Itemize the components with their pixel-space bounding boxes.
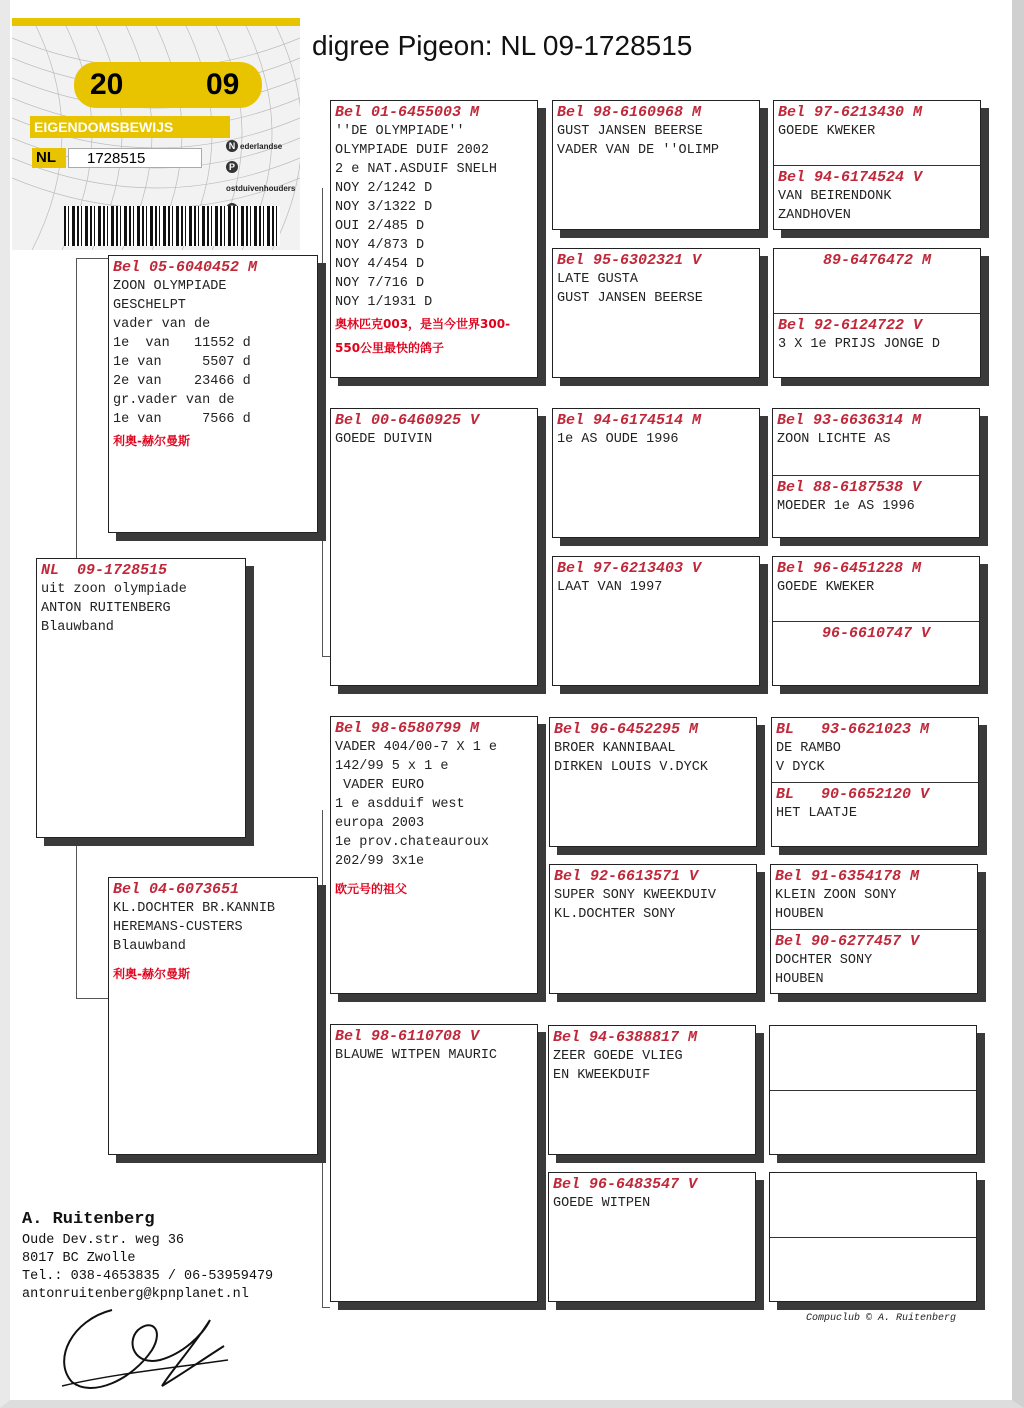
ring-number: Bel 94-6174514 M [557,412,702,429]
ring-top-strip [12,18,300,26]
pigeon-note-line: DIRKEN LOUIS V.DYCK [554,760,708,775]
pigeon-note-line: LATE GUSTA [557,272,639,287]
owner-address-line: Oude Dev.str. weg 36 [22,1233,185,1248]
ring-band-label: EIGENDOMSBEWIJS [30,116,230,138]
pedigree-box-fmf [552,408,760,538]
ring-number: Bel 96-6483547 V [553,1176,698,1193]
connector-line [318,344,323,345]
pedigree-half-top [770,1173,976,1237]
chinese-annotation: 利奥-赫尔曼斯 [113,967,190,981]
pigeon-note-line: NOY 3/1322 D [335,200,433,215]
pigeon-note-line: 1e AS OUDE 1996 [557,432,679,447]
pedigree-half-bottom [773,475,979,516]
ring-certificate [12,18,300,250]
ring-number: Bel 05-6040452 M [113,259,258,276]
ring-number: Bel 95-6302321 V [557,252,702,269]
chinese-annotation: 欧元号的祖父 [335,882,408,896]
pedigree-box-mm [330,1024,538,1302]
pedigree-box-ffm [552,248,760,378]
pigeon-note-line: HOUBEN [775,972,824,987]
pedigree-box-g2 [773,248,981,378]
pigeon-note-line: VADER VAN DE ''OLIMP [557,143,720,158]
ring-number: NL 09-1728515 [41,562,168,579]
ring-number: 89-6476472 M [778,252,932,269]
pedigree-box-subject [36,558,246,838]
ring-number: Bel 00-6460925 V [335,412,480,429]
pedigree-half-bottom [772,782,978,823]
chinese-annotation: 利奥-赫尔曼斯 [113,434,190,448]
page-title: digree Pigeon: NL 09-1728515 [312,30,693,61]
pigeon-note-line: DOCHTER SONY [775,953,873,968]
pigeon-note-line: LAAT VAN 1997 [557,580,663,595]
footer-credit: Compuclub © A. Ruitenberg [806,1313,957,1324]
org-p-letter: P [226,161,238,173]
pigeon-note-line: VADER EURO [335,778,425,793]
ring-number: BL 93-6621023 M [776,721,930,738]
pigeon-note-line: ANTON RUITENBERG [41,601,171,616]
ring-number: Bel 93-6636314 M [777,412,922,429]
connector-line [322,656,330,657]
pedigree-box-mff [549,717,757,847]
pigeon-note-line: 1e van 5507 d [113,355,251,370]
pedigree-box-fff [552,100,760,230]
pedigree-box-mmf [548,1025,756,1155]
pedigree-box-g1 [773,100,981,230]
pedigree-half-bottom [770,1090,976,1091]
pedigree-box-mf [330,716,538,994]
pigeon-note-line: KL.DOCHTER SONY [554,907,676,922]
ring-number: Bel 97-6213430 M [778,104,923,121]
pigeon-note-line: 1e prov.chateauroux [335,835,489,850]
ring-number: 96-6610747 V [777,625,931,642]
pigeon-note-line: uit zoon olympiade [41,582,187,597]
org-n-letter: N [226,140,238,152]
pigeon-note-line: 1e van 11552 d [113,336,251,351]
pigeon-note-line: GOEDE KWEKER [778,124,876,139]
pigeon-note-line: HEREMANS-CUSTERS [113,920,243,935]
pigeon-note-line: GOEDE DUIVIN [335,432,433,447]
handwritten-signature [52,1290,232,1400]
connector-line [322,1155,323,1307]
pigeon-note-line: VAN BEIRENDONK [778,189,892,204]
pigeon-note-line: NOY 1/1931 D [335,295,433,310]
pigeon-note-line: BROER KANNIBAAL [554,741,676,756]
pigeon-note-line: KLEIN ZOON SONY [775,888,897,903]
pigeon-note-line: GUST JANSEN BEERSE [557,291,703,306]
pigeon-note-line: DE RAMBO [776,741,841,756]
owner-phone: Tel.: 038-4653835 / 06-53959479 [22,1269,274,1284]
pedigree-box-fmm [552,556,760,686]
ring-number: Bel 98-6160968 M [557,104,702,121]
pedigree-half-bottom [774,165,980,225]
pedigree-half-bottom [774,313,980,354]
pedigree-half-top [772,718,978,782]
pigeon-note-line: ZOON LICHTE AS [777,432,891,447]
pedigree-half-bottom [773,621,979,643]
pedigree-box-mother [108,877,318,1155]
pigeon-note-line: NOY 2/1242 D [335,181,433,196]
pedigree-box-g3 [772,408,980,538]
ring-number: Bel 92-6613571 V [554,868,699,885]
pedigree-half-bottom [770,1237,976,1238]
pigeon-note-line: HOUBEN [775,907,824,922]
pedigree-box-g4 [772,556,980,686]
connector-line [76,258,108,259]
pigeon-note-line: GUST JANSEN BEERSE [557,124,703,139]
chinese-annotation: 奥林匹克003，是当今世界300- [335,317,511,331]
pedigree-half-top [774,249,980,313]
pedigree-box-mmm [548,1172,756,1302]
pigeon-note-line: ZEER GOEDE VLIEG [553,1049,683,1064]
pedigree-half-bottom [771,929,977,989]
owner-name: A. Ruitenberg [22,1210,155,1229]
connector-line [76,998,108,999]
pedigree-half-top [773,557,979,621]
pedigree-half-top [771,865,977,929]
pigeon-note-line: BLAUWE WITPEN MAURIC [335,1048,498,1063]
pedigree-box-mfm [549,864,757,994]
pedigree-box-g8 [769,1172,977,1302]
pigeon-note-line: ZANDHOVEN [778,208,851,223]
pigeon-note-line: V DYCK [776,760,825,775]
ring-number: Bel 96-6452295 M [554,721,699,738]
pedigree-box-g6 [770,864,978,994]
ring-number: Bel 96-6451228 M [777,560,922,577]
pigeon-note-line: NOY 4/454 D [335,257,425,272]
ring-number: Bel 01-6455003 M [335,104,480,121]
pigeon-note-line: europa 2003 [335,816,425,831]
connector-line [76,838,77,998]
pedigree-box-g5 [771,717,979,847]
ring-number: Bel 98-6580799 M [335,720,480,737]
pigeon-note-line: HET LAATJE [776,806,858,821]
pedigree-half-top [773,409,979,475]
pigeon-note-line: Blauwband [113,939,186,954]
ring-number: Bel 92-6124722 V [778,317,923,334]
owner-address-line: 8017 BC Zwolle [22,1251,136,1266]
pigeon-note-line: gr.vader van de [113,393,235,408]
pedigree-half-top [770,1026,976,1090]
pigeon-note-line: OUI 2/485 D [335,219,425,234]
chinese-annotation: 550公里最快的鸽子 [335,341,445,355]
ring-number: Bel 94-6174524 V [778,169,923,186]
pigeon-note-line: 2e van 23466 d [113,374,251,389]
ring-number: BL 90-6652120 V [776,786,930,803]
pedigree-box-ff [330,100,538,378]
pigeon-note-line: OLYMPIADE DUIF 2002 [335,143,489,158]
pigeon-note-line: NOY 4/873 D [335,238,425,253]
ring-year-badge [74,62,262,108]
org-line1: ederlandse [240,142,283,151]
pigeon-note-line: vader van de [113,317,211,332]
pigeon-note-line: 1e van 7566 d [113,412,251,427]
ring-number: Bel 94-6388817 M [553,1029,698,1046]
pigeon-note-line: ZOON OLYMPIADE [113,279,227,294]
ring-number: 1728515 [68,148,202,168]
pigeon-note-line: ''DE OLYMPIADE'' [335,124,465,139]
pigeon-note-line: GESCHELPT [113,298,186,313]
pedigree-box-fm [330,408,538,686]
owner-email: antonruitenberg@kpnplanet.nl [22,1287,249,1302]
pigeon-note-line: GOEDE WITPEN [553,1196,651,1211]
ring-year-left: 20 [90,68,124,101]
pigeon-note-line: 142/99 5 x 1 e [335,759,449,774]
pigeon-note-line: 1 e asdduif west [335,797,465,812]
ring-number: Bel 91-6354178 M [775,868,920,885]
pedigree-half-top [774,101,980,165]
pigeon-note-line: SUPER SONY KWEEKDUIV [554,888,717,903]
ring-number: Bel 90-6277457 V [775,933,920,950]
pigeon-note-line: MOEDER 1e AS 1996 [777,499,915,514]
ring-number: Bel 98-6110708 V [335,1028,480,1045]
connector-line [322,1307,330,1308]
pedigree-box-father [108,255,318,533]
ring-number: Bel 04-6073651 [113,881,240,898]
pigeon-note-line: Blauwband [41,620,114,635]
ring-year-right: 09 [206,68,240,101]
pigeon-note-line: GOEDE KWEKER [777,580,875,595]
connector-line [76,258,77,558]
org-line2: ostduivenhouders [226,184,296,193]
ring-country: NL [32,148,66,168]
pigeon-note-line: NOY 7/716 D [335,276,425,291]
ring-barcode [64,206,280,246]
connector-line [322,188,323,344]
pigeon-note-line: EN KWEEKDUIF [553,1068,651,1083]
pedigree-box-g7 [769,1025,977,1155]
connector-line [322,532,323,656]
connector-line [322,810,323,978]
connector-line [318,978,323,979]
pigeon-note-line: KL.DOCHTER BR.KANNIB [113,901,276,916]
ring-number: Bel 97-6213403 V [557,560,702,577]
pigeon-note-line: VADER 404/00-7 X 1 e [335,740,498,755]
pigeon-note-line: 2 e NAT.ASDUIF SNELH [335,162,498,177]
pigeon-note-line: 202/99 3x1e [335,854,425,869]
pigeon-note-line: 3 X 1e PRIJS JONGE D [778,337,941,352]
ring-number: Bel 88-6187538 V [777,479,922,496]
